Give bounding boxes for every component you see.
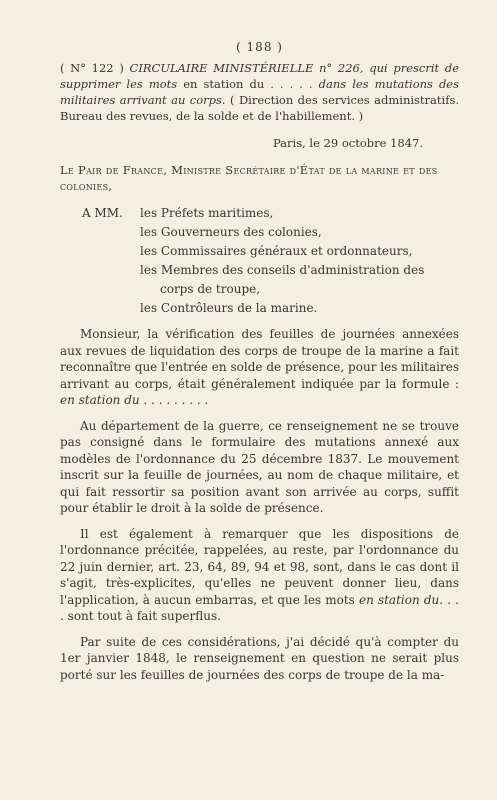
circular-reference: n° 226, qui prescrit de supprimer les mots — [60, 61, 460, 91]
circular-header — [60, 60, 459, 124]
paragraph-text: Monsieur, la vérification des feuilles de journées annexées aux revues de liquidation des corps de troupe de la marine a fait reconnaître que l'entrée en solde de présence, pour les militaires arrivant au corps, était généralement indiquée par la formule : — [60, 327, 459, 391]
paragraph-italic: en station du. . . . — [60, 592, 459, 623]
dateline: Paris, le 29 octobre 1847. — [272, 136, 423, 150]
recipient-line — [60, 223, 459, 242]
paragraph-text: sont tout à fait superflus. — [67, 609, 221, 623]
recipient-item: les Préfets maritimes, — [140, 206, 274, 220]
recipient-item: les Commissaires généraux et ordonnateurs, — [140, 244, 413, 258]
sender: Le Pair de France, Ministre Secrétaire d'État de la marine et des colonies, — [60, 163, 438, 193]
paragraph-text: Par suite de ces considérations, j'ai décidé qu'à compter du 1er janvier 1848, le renseignement en question ne serait plus porté sur les feuilles de journées des corps de troupe de la ma- — [60, 634, 459, 682]
paragraph-text: Au département de la guerre, ce renseignement ne se trouve pas consigné dans le formulaire des mutations annexé aux modèles de l'ordonnance du 25 décembre 1837. Le mouvement inscrit sur la feuille de journées, au nom de chaque militaire, et qui fait ressortir sa position avant son arrivée au corps, suffit pour établir le droit à la solde de présence. — [60, 418, 459, 515]
paragraph — [60, 634, 459, 684]
recipients-lead: A MM. — [82, 206, 123, 220]
circular-reference-plain: en station du . . . . . — [183, 77, 313, 91]
circular-direction: ( Direction des services administratifs. Bureau des revues, de la solde et de l'habillement. ) — [60, 93, 460, 123]
circular-title: CIRCULAIRE MINISTÉRIELLE — [129, 61, 314, 75]
circular-number: ( N° 122 ) — [60, 61, 124, 75]
page-number: ( 188 ) — [236, 40, 283, 54]
recipient-line-continuation — [60, 280, 459, 299]
recipient-line — [60, 204, 459, 223]
recipient-item: corps de troupe, — [160, 282, 261, 296]
recipient-line — [60, 242, 459, 261]
recipient-line — [60, 261, 459, 280]
paragraph — [60, 326, 459, 409]
paragraph-text: Il est également à remarquer que les dispositions de l'ordonnance précitée, rappelées, au reste, par l'ordonnance du 22 juin dernier, art. 23, 64, 89, 94 et 98, sont, dans le cas dont il s'agit, très-explicites, qu'elles ne peuvent donner lieu, dans l'application, à aucun embarras, et que les mots — [60, 526, 459, 607]
recipient-item: les Membres des conseils d'administration des — [140, 263, 425, 277]
recipient-line — [60, 299, 459, 318]
paragraph — [60, 526, 459, 625]
paragraph — [60, 418, 459, 517]
circular-reference-2: dans les mutations des militaires arrivant au corps. — [60, 77, 460, 107]
recipients-block — [60, 204, 459, 318]
recipient-item: les Gouverneurs des colonies, — [140, 225, 322, 239]
paragraph-italic: en station du . . . . . . . . . — [60, 393, 209, 407]
recipient-item: les Contrôleurs de la marine. — [140, 301, 318, 315]
